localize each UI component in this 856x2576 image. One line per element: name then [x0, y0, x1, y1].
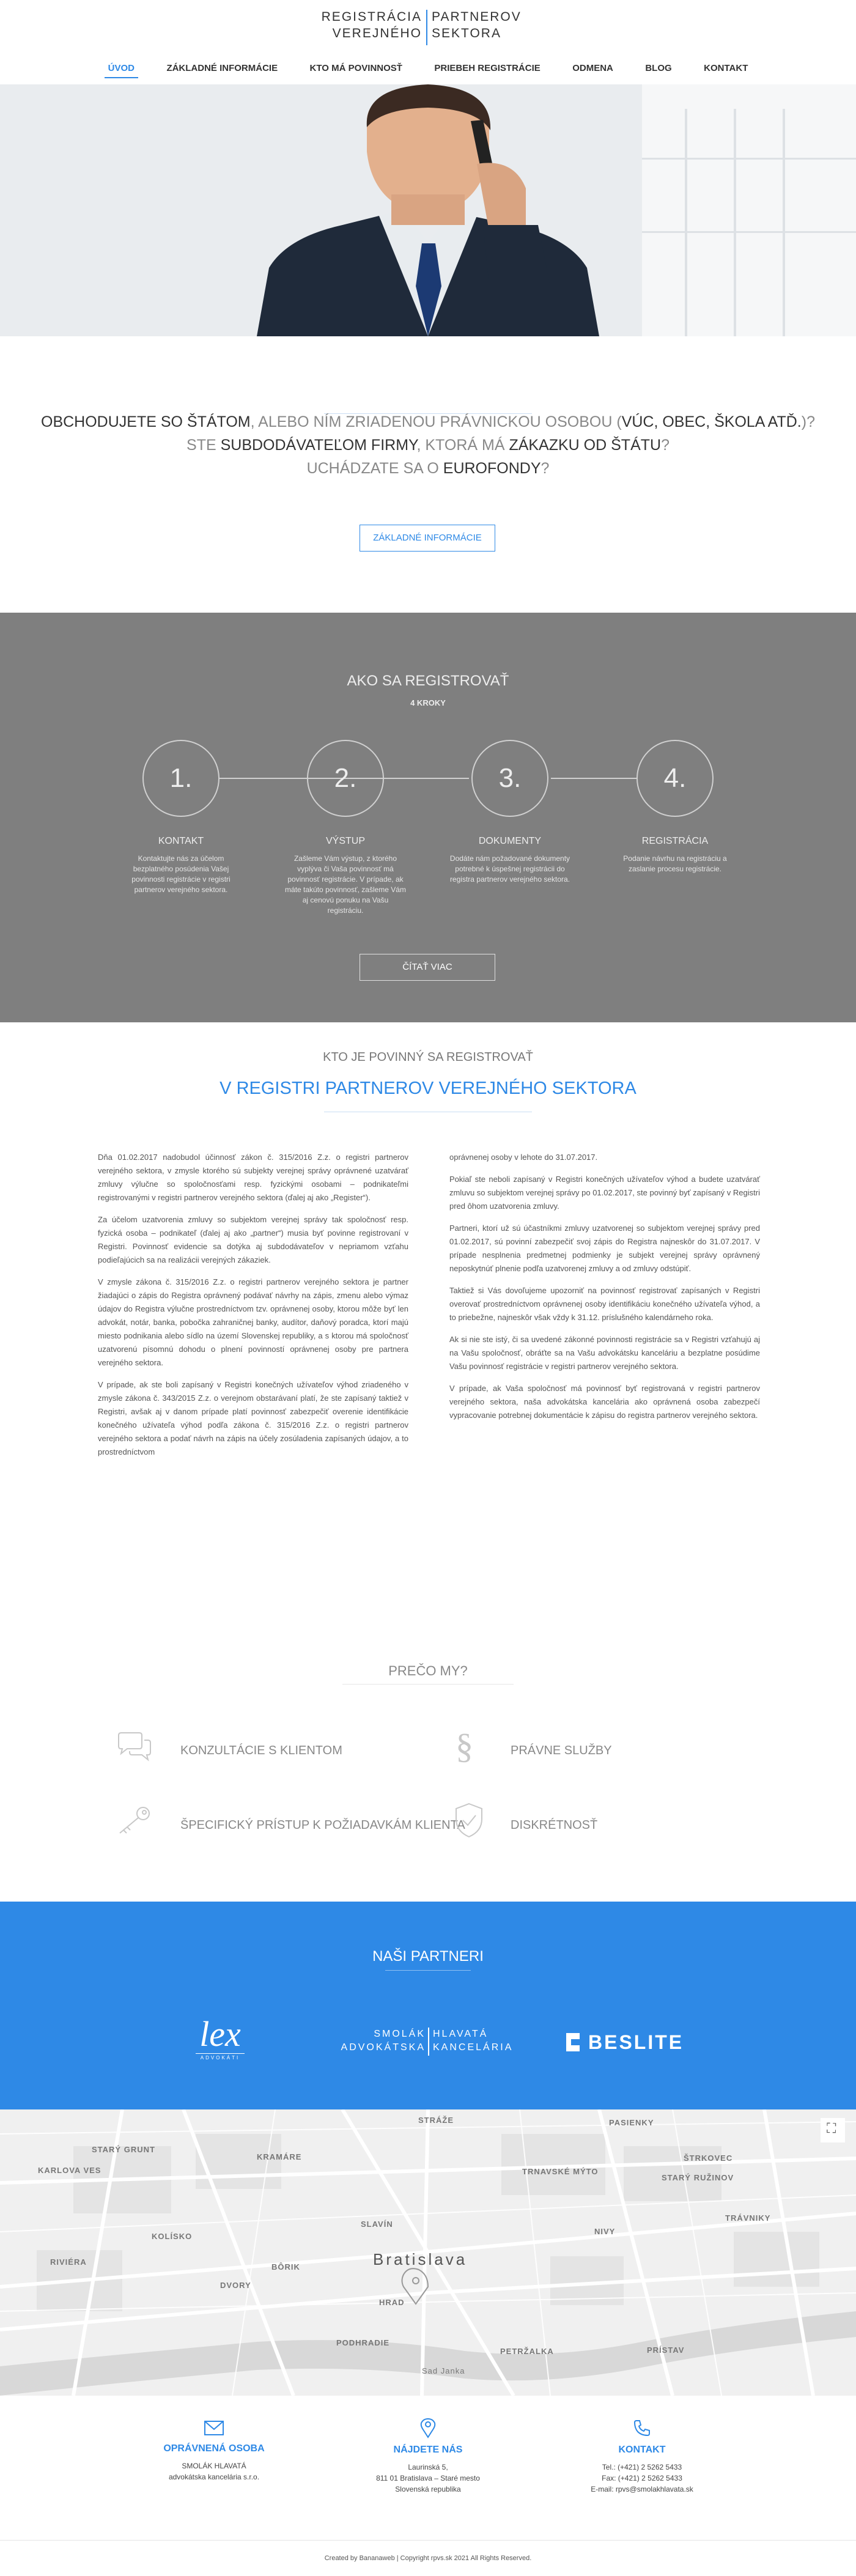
step-3: [449, 835, 571, 885]
hero-image: [0, 84, 856, 336]
nav-item-priebeh-registracie[interactable]: PRIEBEH REGISTRÁCIE: [434, 63, 541, 73]
contact-line: Slovenská republika: [395, 2485, 461, 2493]
step-circle-4: 4.: [636, 740, 714, 817]
step-text: Dodáte nám požadované dokumenty potrebné k úspešnej registrácii do registra partnerov verejného sektora.: [449, 854, 570, 884]
beslite-mark-icon: [564, 2032, 582, 2053]
nav-item-blog[interactable]: BLOG: [645, 63, 672, 73]
partners-section: [0, 1902, 856, 2109]
nav-item-kto-ma-povinnost[interactable]: KTO MÁ POVINNOSŤ: [309, 63, 402, 73]
step-text: Zašleme Vám výstup, z ktorého vyplýva či Vaša povinnosť má povinnosť registrácie. V prípade, ak máte takúto povinnosť, zašleme Vám aj cenovú ponuku na Vašu registráciu.: [285, 854, 406, 915]
map-label: TRNAVSKÉ MÝTO: [522, 2167, 599, 2176]
site-header: [0, 0, 856, 84]
contact-section: [0, 2396, 856, 2540]
envelope-icon: [204, 2420, 224, 2436]
site-logo[interactable]: [321, 9, 522, 45]
map-label: SLAVÍN: [361, 2220, 393, 2229]
smolak-logo-divider: [428, 2028, 429, 2056]
phone-icon: [633, 2419, 651, 2437]
intro-question-2: STE SUBDODÁVATEĽOM FIRMY, KTORÁ MÁ ZÁKAZKU OD ŠTÁTU?: [186, 437, 670, 454]
map-label: PETRŽALKA: [500, 2347, 554, 2356]
map-label: ŠTRKOVEC: [684, 2153, 733, 2163]
step-2: [284, 835, 407, 916]
step-1: [120, 835, 242, 895]
map-label: STRÁŽE: [418, 2116, 454, 2125]
why-item-discretion: DISKRÉTNOSŤ: [511, 1818, 598, 1832]
contact-fax: Fax: (+421) 2 5262 5433: [602, 2474, 682, 2482]
why-item-legal-services: PRÁVNE SLUŽBY: [511, 1744, 612, 1757]
site-footer: [0, 2540, 856, 2575]
step-title: KONTAKT: [158, 836, 204, 846]
who-title: V REGISTRI PARTNEROV VEREJNÉHO SEKTORA: [220, 1079, 636, 1098]
who-kicker: KTO JE POVINNÝ SA REGISTROVAŤ: [323, 1050, 533, 1064]
fullscreen-icon[interactable]: ⛶: [827, 2120, 836, 2136]
paragraph: V prípade, ak Vaša spoločnosť má povinnosť byť registrovaná v registri partnerov verejného sektora, naša advokátska kancelária ako oprávnená osoba zabezpečí vypracovanie potrebnej dokumentácie k zápisu do registra partnerov verejného sektora.: [449, 1384, 760, 1420]
paragraph: Pokiaľ ste neboli zapísaný v Registri konečných užívateľov výhod a budete uzatvárať zmluvu so subjektom verejnej správy po 01.02.2017, ste povinný byť zapísaný v Registri pred ôhom uzatvorenia zmluvy.: [449, 1175, 760, 1211]
nav-item-kontakt[interactable]: KONTAKT: [704, 63, 748, 73]
contact-title: KONTAKT: [618, 2445, 666, 2455]
why-title: PREČO MY?: [388, 1663, 468, 1678]
smolak-logo-right: HLAVATÁ KANCELÁRIA: [433, 2029, 514, 2053]
map-label: KOLÍSKO: [152, 2232, 193, 2241]
map-label: TRÁVNIKY: [725, 2213, 771, 2223]
map-city-label: Bratislava: [373, 2250, 468, 2268]
paragraph: oprávnenej osoby v lehote do 31.07.2017.: [449, 1153, 598, 1162]
smolak-hlavata-logo[interactable]: [340, 2028, 517, 2064]
steps-title: AKO SA REGISTROVAŤ: [347, 673, 509, 689]
step-4: [614, 835, 736, 874]
lex-logo-subtext: ADVOKÁTI: [196, 2053, 245, 2061]
chat-bubbles-icon: [116, 1732, 153, 1765]
map-label: KRAMÁRE: [257, 2152, 302, 2161]
step-text: Podanie návrhu na registráciu a zaslanie procesu registrácie.: [623, 854, 727, 873]
logo-left-text: REGISTRÁCIA VEREJNÉHO: [321, 10, 422, 40]
shield-check-icon: [452, 1802, 485, 1842]
step-circle-1: 1.: [142, 740, 220, 817]
contact-authorized-person: [122, 2420, 306, 2482]
step-title: VÝSTUP: [325, 836, 365, 846]
footer-copyright: Created by Bananaweb | Copyright rpvs.sk 2021 All Rights Reserved.: [324, 2555, 532, 2562]
contact-line: Laurinská 5,: [408, 2463, 448, 2471]
beslite-logo[interactable]: [564, 2030, 704, 2054]
contact-address: [336, 2418, 520, 2495]
lex-logo-text: lex: [199, 2014, 241, 2054]
who-left-column: [98, 1151, 408, 1467]
map-label: HRAD: [379, 2298, 405, 2307]
map-label: PRÍSTAV: [647, 2345, 685, 2355]
partners-title: NAŠI PARTNERI: [372, 1948, 484, 1965]
intro-section: [0, 336, 856, 613]
step-title: REGISTRÁCIA: [641, 836, 709, 846]
paragraph: Taktiež si Vás dovoľujeme upozorniť na povinnosť registrovať zapísaných v Registri overovať prostredníctvom oprávnenej osoby identifikáciu konečného užívateľa výhod, a to priebežne, najneskôr však vždy k 31.12. príslušného kalendárneho roka.: [449, 1286, 760, 1322]
paragraph: V zmysle zákona č. 315/2016 Z.z. o registri partnerov verejného sektora je partner žiadajúci o zápis do Registra oprávnený podávať návrhy na zápis, zmenu alebo výmaz údajov do Registra výlučne prostredníctvom tzv. oprávnenej osoby, ktorou môže byť len advokát, notár, banka, pobočka zahraničnej banky, audítor, daňový poradca, ktorí majú miesto podnikania alebo sídlo na území Slovenskej republiky, a s ktorou má spoločnosť uzatvorenú písomnú dohodu o plnení povinností oprávnenej osoby pre partnera verejného sektora.: [98, 1277, 408, 1367]
map-label: RIVIÉRA: [50, 2257, 87, 2267]
why-item-specific-approach: ŠPECIFICKÝ PRÍSTUP K POŽIADAVKÁM KLIENTA: [180, 1818, 465, 1832]
logo-divider: [426, 10, 427, 45]
main-nav: [0, 60, 856, 78]
contact-title: OPRÁVNENÁ OSOBA: [163, 2443, 265, 2454]
map-label: PASIENKY: [609, 2118, 654, 2127]
contact-line: 811 01 Bratislava – Staré mesto: [376, 2474, 480, 2482]
step-title: DOKUMENTY: [478, 836, 542, 846]
step-circle-2: 2.: [307, 740, 384, 817]
nav-item-uvod[interactable]: ÚVOD: [105, 60, 138, 78]
intro-question-1: OBCHODUJETE SO ŠTÁTOM, ALEBO NÍM ZRIADENOU PRÁVNICKOU OSOBOU (VÚC, OBEC, ŠKOLA ATĎ.)?: [41, 413, 815, 430]
why-divider: [342, 1684, 514, 1685]
map-label: STARÝ RUŽINOV: [662, 2173, 734, 2182]
map-label: Sad Janka: [422, 2366, 465, 2375]
paragraph: Partneri, ktorí už sú účastníkmi zmluvy uzatvorenej so subjektom verejnej správy pred 01.02.2017, sú povinní zabezpečiť svoj zápis do Registra najneskôr do 31.07.2017. V prípade nesplnenia predmetnej podmienky je subjekt verejnej správy oprávnený neposkytnúť plnenie podľa uzatvorenej zmluvy a od zmluvy odstúpiť.: [449, 1223, 760, 1273]
logo-right-text: PARTNEROV SEKTORA: [432, 10, 522, 40]
contact-line: advokátska kancelária s.r.o.: [168, 2473, 260, 2481]
step-text: Kontaktujte nás za účelom bezplatného posúdenia Vašej povinnosti registrácie v registri partnerov verejného sektora.: [131, 854, 231, 894]
intro-question-3: UCHÁDZATE SA O EUROFONDY?: [306, 460, 550, 477]
location-map[interactable]: [0, 2109, 856, 2396]
steps-connector-line: [551, 778, 636, 779]
nav-item-zakladne-informacie[interactable]: ZÁKLADNÉ INFORMÁCIE: [166, 63, 278, 73]
map-label: NIVY: [594, 2227, 616, 2236]
step-circle-3: 3.: [471, 740, 548, 817]
paragraph: Ak si nie ste istý, či sa uvedené zákonné povinnosti registrácie sa v Registri vzťahujú aj na Vašu spoločnosť, obráťte sa na Vašu advokátsku kanceláriu a bezplatne posúdime Vašu povinnosť registrácie v registri partnerov verejného sektora.: [449, 1335, 760, 1371]
smolak-logo-left: SMOLÁK ADVOKÁTSKA: [341, 2029, 426, 2053]
nav-item-odmena[interactable]: ODMENA: [572, 63, 613, 73]
map-label: BÔRIK: [271, 2262, 300, 2272]
basic-info-button[interactable]: ZÁKLADNÉ INFORMÁCIE: [360, 525, 495, 552]
map-label: STARÝ GRUNT: [92, 2145, 155, 2154]
paragraph-icon: §: [456, 1726, 473, 1766]
who-right-column: [449, 1151, 760, 1431]
paragraph: Za účelom uzatvorenia zmluvy so subjektom verejnej správy tak spoločnosť resp. fyzická osoba – podnikateľ (ďalej aj ako „partner“) musia byť povinne registrovaní v Registri. Povinnosť evidencie sa dotýka aj subdodávateľov v nepriamom vzťahu podieľajúcich sa na realizácii verejných zákaziek.: [98, 1215, 408, 1264]
who-must-register-section: [0, 1022, 856, 1603]
map-label: KARLOVA VES: [38, 2166, 101, 2175]
contact-phone[interactable]: Tel.: (+421) 2 5262 5433: [602, 2463, 682, 2471]
map-label: PODHRADIE: [336, 2338, 390, 2347]
why-us-section: [0, 1603, 856, 1902]
read-more-button[interactable]: ČÍTAŤ VIAC: [360, 954, 495, 981]
contact-details: [550, 2419, 734, 2495]
contact-email[interactable]: E-mail: rpvs@smolakhlavata.sk: [591, 2485, 693, 2493]
key-icon: [116, 1805, 153, 1839]
lex-logo[interactable]: [183, 2014, 257, 2061]
why-item-consultations: KONZULTÁCIE S KLIENTOM: [180, 1744, 342, 1757]
paragraph: V prípade, ak ste boli zapísaný v Registri konečných užívateľov výhod zriadeného v zmysle zákona č. 343/2015 Z.z. o verejnom obstarávaní platí, že ste zapísaný taktiež v Registri, avšak aj v danom prípade platí povinnosť zabezpečiť overenie identifikácie konečného užívateľa výhod podľa zákona č. 315/2016 Z.z. o registri partnerov verejného sektora a podať návrh na zápis na účely zosúladenia zapísaných údajov, a to prostredníctvom: [98, 1380, 408, 1456]
hero-businessman-illustration: [0, 84, 856, 336]
map-label: DVORY: [220, 2281, 251, 2290]
beslite-logo-text: BESLITE: [588, 2031, 684, 2053]
steps-subtitle: 4 KROKY: [410, 698, 446, 707]
contact-line: SMOLÁK HLAVATÁ: [182, 2462, 246, 2470]
partners-divider: [385, 1970, 471, 1971]
paragraph: Dňa 01.02.2017 nadobudol účinnosť zákon č. 315/2016 Z.z. o registri partnerov verejného sektora, v zmysle ktorého sú subjekty verejnej správy oprávnené uzatvárať zmluvy výlučne so spoločnosťami resp. fyzickými osobami – podnikateľmi registrovanými v registri partnerov verejného sektora (ďalej aj ako „Register“).: [98, 1153, 408, 1202]
map-pin-icon: [420, 2418, 436, 2438]
contact-title: NÁJDETE NÁS: [393, 2445, 463, 2455]
